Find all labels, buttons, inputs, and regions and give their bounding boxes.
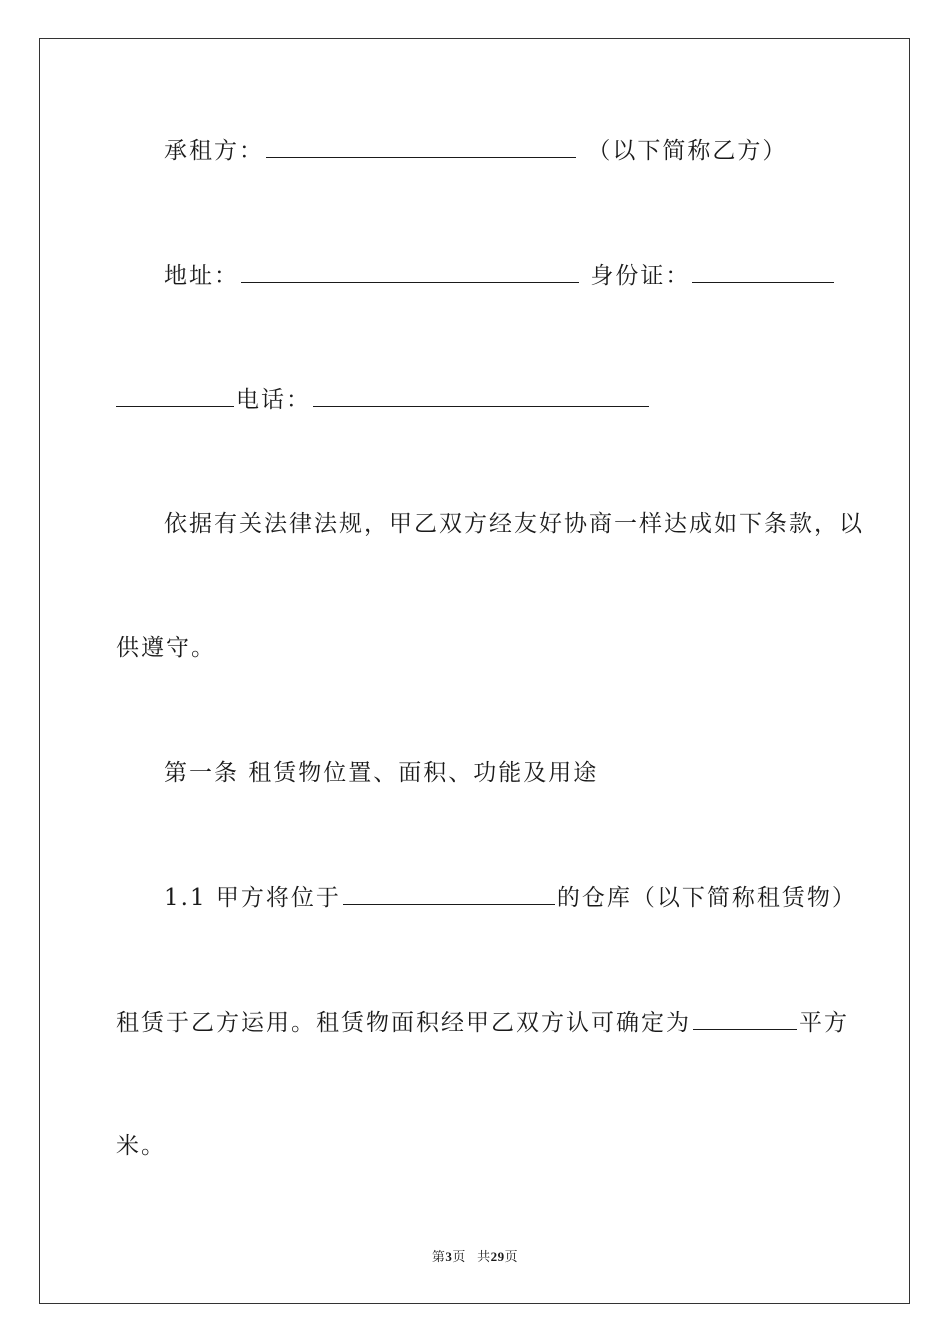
clause-1-1-end — [116, 1131, 166, 1161]
intro-text-2: 供遵守。 — [116, 635, 216, 661]
lessee-label: 承租方： — [164, 138, 264, 164]
clause-1-1-end-text: 米。 — [116, 1133, 166, 1159]
article-1-title-text: 第一条 租赁物位置、面积、功能及用途 — [164, 760, 599, 786]
warehouse-location-blank — [343, 882, 555, 905]
id-card-label: 身份证： — [590, 263, 691, 289]
total-prefix: 共 — [477, 1249, 491, 1264]
intro-text-1: 依据有关法律法规，甲乙双方经友好协商一样达成如下条款，以 — [164, 511, 864, 537]
lessee-line — [164, 135, 787, 166]
address-line — [164, 260, 836, 291]
id-card-blank-continued — [116, 384, 234, 407]
id-card-blank — [692, 260, 834, 283]
clause-1-1-cont-prefix: 租赁于乙方运用。租赁物面积经甲乙双方认可确定为 — [116, 1010, 691, 1036]
phone-line — [116, 384, 651, 415]
address-label: 地址： — [164, 263, 239, 289]
lessee-suffix: （以下简称乙方） — [587, 138, 788, 164]
clause-1-1-prefix: 1.1 甲方将位于 — [164, 885, 341, 911]
page-frame — [39, 38, 910, 1304]
article-1-title — [164, 758, 598, 788]
page-prefix: 第 — [431, 1249, 446, 1264]
page-suffix: 页 — [452, 1249, 466, 1264]
address-blank — [241, 260, 579, 283]
clause-1-1-line — [164, 882, 857, 913]
total-suffix: 页 — [504, 1249, 519, 1264]
clause-1-1-suffix: 的仓库（以下简称租赁物） — [556, 885, 857, 911]
clause-1-1-cont-suffix: 平方 — [799, 1010, 849, 1036]
clause-1-1-continuation — [116, 1007, 849, 1038]
page-footer — [0, 1248, 950, 1266]
total-pages: 29 — [490, 1249, 505, 1264]
page-number: 3 — [445, 1249, 453, 1264]
phone-blank — [313, 384, 649, 407]
intro-line-2 — [116, 633, 216, 663]
area-blank — [693, 1007, 797, 1030]
lessee-blank — [266, 135, 576, 158]
intro-line-1 — [164, 509, 864, 539]
phone-label: 电话： — [236, 387, 311, 413]
